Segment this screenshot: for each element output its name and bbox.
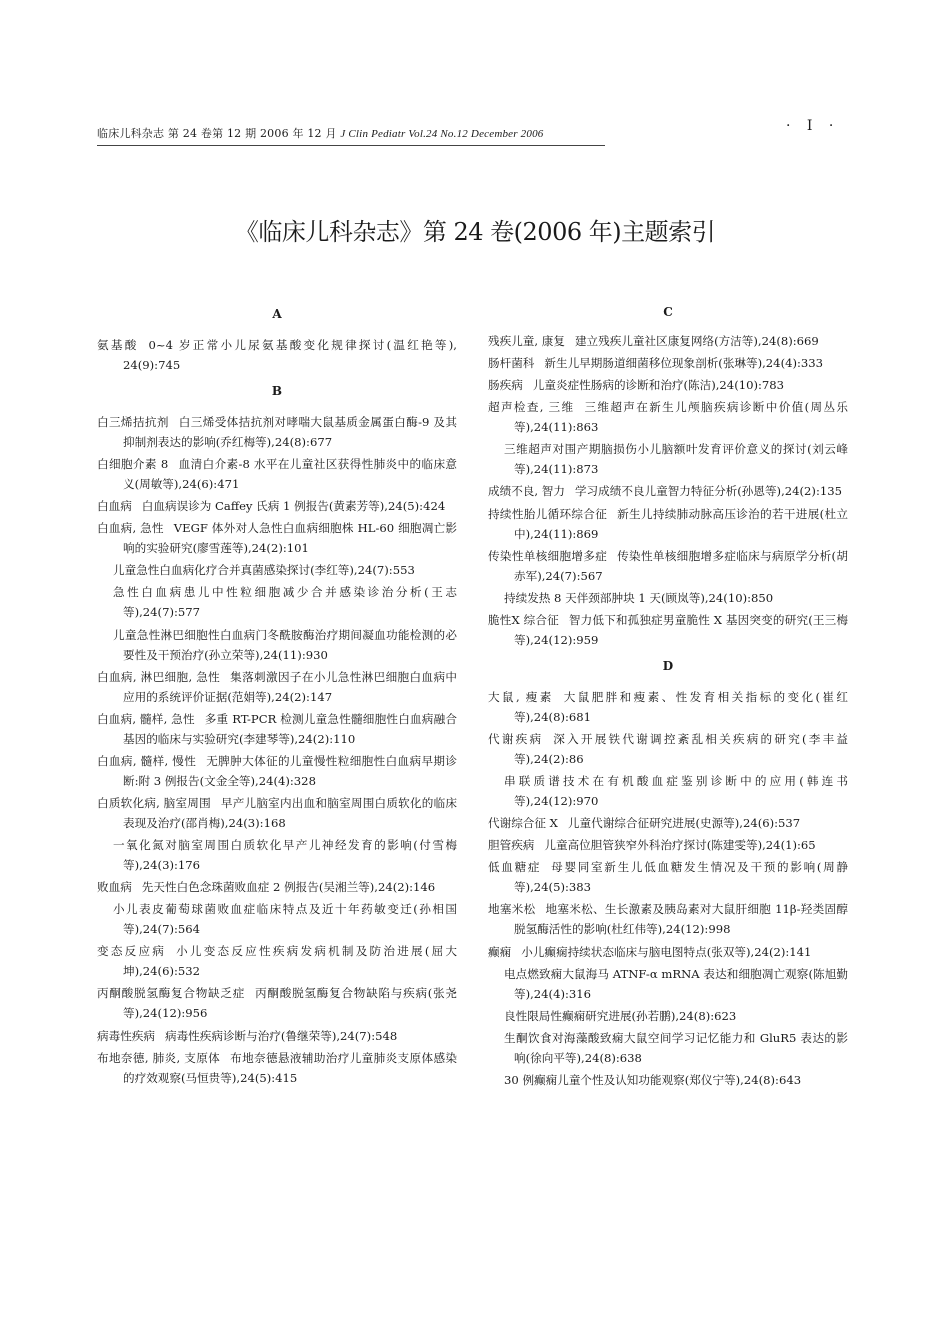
entry-text: 早产儿脑室内出血和脑室周围白质软化的临床表现及治疗(邵肖梅),24(3):168 — [123, 795, 457, 830]
entry-text: 生酮饮食对海藻酸致痫大鼠空间学习记忆能力和 GluR5 表达的影响(徐向平等),24(8):638 — [504, 1030, 848, 1065]
index-subentry — [488, 1070, 848, 1090]
entry-text: 急性白血病患儿中性粒细胞减少合并感染诊治分析(王志等),24(7):577 — [113, 585, 457, 620]
index-subentry — [488, 964, 848, 1004]
index-entry — [488, 687, 848, 727]
entry-text: 儿童代谢综合征研究进展(史源等),24(6):537 — [567, 816, 801, 831]
index-entry — [488, 729, 848, 769]
index-entry — [488, 835, 848, 855]
index-subentry — [97, 899, 457, 939]
index-entry — [97, 335, 457, 375]
index-entry — [488, 481, 848, 501]
page-title: 《临床儿科杂志》第 24 卷(2006 年)主题索引 — [234, 218, 716, 246]
entry-text: 建立残疾儿童社区康复网络(方洁等),24(8):669 — [574, 334, 819, 348]
entry-text: 一氧化氮对脑室周围白质软化早产儿神经发育的影响(付雪梅等),24(3):176 — [113, 838, 457, 873]
entry-text: 三维超声对围产期脑损伤小儿脑额叶发育评价意义的探讨(刘云峰等),24(11):873 — [504, 442, 848, 477]
index-entry — [97, 983, 457, 1023]
entry-keyword: 白血病 — [97, 499, 132, 514]
entry-text: 母婴同室新生儿低血糖发生情况及干预的影响(周静等),24(5):383 — [514, 860, 848, 895]
entry-keyword: 代谢疾病 — [488, 731, 544, 746]
index-entry — [97, 454, 457, 494]
index-entry — [488, 331, 848, 351]
index-entry — [97, 877, 457, 897]
entry-text: 血清白介素-8 水平在儿童社区获得性肺炎中的临床意义(周敏等),24(6):471 — [123, 457, 458, 492]
entry-text: 儿童高位胆管狭窄外科治疗探讨(陈建雯等),24(1):65 — [544, 838, 816, 853]
index-entry — [488, 375, 848, 395]
entry-keyword: 胆管疾病 — [488, 838, 535, 853]
entry-keyword: 代谢综合征 X — [488, 816, 558, 831]
entry-keyword: 白细胞介素 8 — [97, 457, 169, 472]
index-entry — [488, 857, 848, 897]
index-entry — [488, 397, 848, 437]
entry-keyword: 肠疾病 — [488, 378, 523, 393]
index-entry — [97, 667, 457, 707]
running-header-text — [97, 125, 543, 141]
entry-keyword: 氨基酸 — [97, 338, 139, 352]
running-header-cn: 临床儿科杂志 第 24 卷第 12 期 2006 年 12 月 — [97, 127, 337, 140]
section-letter: B — [271, 384, 283, 398]
entry-text: 地塞米松、生长激素及胰岛素对大鼠肝细胞 11β-羟类固醇脱氢酶活性的影响(杜红伟等),24(12):998 — [514, 902, 848, 937]
entry-keyword: 白血病, 髓样, 慢性 — [97, 753, 197, 768]
index-subentry — [488, 1028, 848, 1068]
entry-text: 持续发热 8 天伴颈部肿块 1 天(顾岚等),24(10):850 — [504, 590, 774, 605]
entry-keyword: 白质软化病, 脑室周围 — [97, 795, 211, 810]
running-header-en: J Clin Pediatr Vol.24 No.12 December 2006 — [340, 128, 544, 140]
entry-keyword: 白血病, 急性 — [97, 521, 164, 536]
index-subentry — [97, 835, 457, 875]
entry-keyword: 癫痫 — [488, 944, 512, 959]
entry-text: 智力低下和孤独症男童脆性 X 基因突变的研究(王三梅等),24(12):959 — [514, 612, 848, 647]
entry-keyword: 丙酮酸脱氢酶复合物缺乏症 — [97, 986, 246, 1001]
entry-text: 新生儿持续肺动脉高压诊治的若干进展(杜立中),24(11):869 — [514, 506, 848, 541]
index-entry — [488, 353, 848, 373]
entry-keyword: 白血病, 髓样, 急性 — [97, 711, 195, 726]
index-entry — [488, 504, 848, 544]
index-subentry — [488, 1006, 848, 1026]
entry-text: 小儿变态反应性疾病发病机制及防治进展(屈大坤),24(6):532 — [123, 944, 457, 979]
entry-keyword: 持续性胎儿循环综合征 — [488, 506, 608, 521]
index-entry — [97, 518, 457, 558]
index-entry — [97, 751, 457, 791]
entry-text: 串联质谱技术在有机酸血症鉴别诊断中的应用(韩连书等),24(12):970 — [504, 774, 848, 809]
index-entry — [97, 1026, 457, 1046]
entry-keyword: 肠杆菌科 — [488, 356, 535, 371]
index-entry — [97, 1048, 457, 1088]
entry-keyword: 白血病, 淋巴细胞, 急性 — [97, 669, 221, 684]
section-letter: D — [662, 658, 674, 673]
index-subentry — [488, 439, 848, 479]
entry-text: 丙酮酸脱氢酶复合物缺陷与疾病(张尧等),24(12):956 — [123, 986, 457, 1021]
entry-text: VEGF 体外对人急性白血病细胞株 HL-60 细胞凋亡影响的实验研究(廖雪莲等),24(2):101 — [123, 521, 457, 556]
entry-text: 病毒性疾病诊断与治疗(鲁继荣等),24(7):548 — [164, 1028, 398, 1043]
entry-keyword: 病毒性疾病 — [97, 1028, 155, 1043]
section-letter: A — [272, 307, 282, 321]
entry-keyword: 脆性X 综合征 — [488, 612, 559, 627]
index-entry — [488, 546, 848, 586]
index-subentry — [488, 588, 848, 608]
index-entry — [488, 610, 848, 650]
entry-keyword: 成绩不良, 智力 — [488, 484, 565, 499]
entry-text: 深入开展铁代谢调控紊乱相关疾病的研究(李丰益等),24(2):86 — [514, 731, 848, 766]
index-subentry — [97, 625, 457, 665]
left-column — [97, 300, 457, 1090]
entry-text: 30 例癫痫儿童个性及认知功能观察(郑仪宁等),24(8):643 — [504, 1072, 802, 1087]
section-letter: C — [663, 305, 673, 319]
index-entry — [97, 941, 457, 981]
entry-keyword: 败血病 — [97, 880, 132, 895]
entry-text: 三维超声在新生儿颅脑疾病诊断中价值(周丛乐等),24(11):863 — [514, 400, 848, 435]
entry-text: 新生儿早期肠道细菌移位现象剖析(张琳等),24(4):333 — [544, 356, 824, 371]
entry-text: 无脾肿大体征的儿童慢性粒细胞性白血病早期诊断:附 3 例报告(文金全等),24(4):328 — [123, 753, 457, 788]
entry-text: 小儿表皮葡萄球菌败血症临床特点及近十年药敏变迁(孙相国等),24(7):564 — [113, 902, 457, 937]
entry-keyword: 大鼠, 瘦素 — [488, 689, 554, 704]
entry-keyword: 传染性单核细胞增多症 — [488, 548, 608, 563]
index-subentry — [97, 582, 457, 622]
entry-text: 小儿癫痫持续状态临床与脑电图特点(张双等),24(2):141 — [521, 944, 812, 959]
index-subentry — [488, 771, 848, 811]
index-entry — [97, 412, 457, 452]
entry-keyword: 布地奈德, 肺炎, 支原体 — [97, 1050, 221, 1065]
page-number: · Ⅰ · — [786, 118, 840, 134]
entry-keyword: 低血糖症 — [488, 860, 542, 875]
index-entry — [97, 496, 457, 516]
entry-text: 多重 RT-PCR 检测儿童急性髓细胞性白血病融合基因的临床与实验研究(李建琴等),24(2):110 — [123, 711, 457, 746]
entry-text: 先天性白色念珠菌败血症 2 例报告(吴湘兰等),24(2):146 — [141, 880, 436, 895]
running-header — [97, 122, 605, 146]
entry-keyword: 超声检查, 三维 — [488, 400, 575, 415]
entry-keyword: 变态反应病 — [97, 944, 167, 959]
entry-text: 学习成绩不良儿童智力特征分析(孙恩等),24(2):135 — [574, 484, 842, 499]
entry-text: 大鼠肥胖和瘦素、性发育相关指标的变化(崔红等),24(8):681 — [514, 689, 848, 724]
entry-keyword: 白三烯拮抗剂 — [97, 415, 169, 429]
entry-text: 白三烯受体拮抗剂对哮喘大鼠基质金属蛋白酶-9 及其抑制剂表达的影响(乔红梅等),24(8):677 — [123, 415, 457, 449]
entry-text: 集落刺激因子在小儿急性淋巴细胞白血病中应用的系统评价证据(范娟等),24(2):147 — [123, 669, 457, 704]
right-column — [488, 300, 848, 1092]
entry-text: 良性限局性癫痫研究进展(孙若鹏),24(8):623 — [504, 1008, 737, 1023]
entry-text: 儿童炎症性肠病的诊断和治疗(陈洁),24(10):783 — [532, 378, 785, 393]
entry-keyword: 地塞米松 — [488, 902, 536, 917]
entry-text: 儿童急性白血病化疗合并真菌感染探讨(李红等),24(7):553 — [113, 563, 415, 578]
entry-text: 白血病误诊为 Caffey 氏病 1 例报告(黄素芳等),24(5):424 — [141, 499, 446, 514]
entry-text: 传染性单核细胞增多症临床与病原学分析(胡赤军),24(7):567 — [514, 548, 848, 583]
index-entry — [488, 813, 848, 833]
index-subentry — [97, 560, 457, 580]
index-entry — [488, 899, 848, 939]
entry-text: 儿童急性淋巴细胞性白血病门冬酰胺酶治疗期间凝血功能检测的必要性及干预治疗(孙立荣等),24(11):930 — [113, 627, 457, 662]
index-entry — [488, 942, 848, 962]
index-entry — [97, 793, 457, 833]
index-entry — [97, 709, 457, 749]
entry-text: 布地奈德悬液辅助治疗儿童肺炎支原体感染的疗效观察(马恒贵等),24(5):415 — [123, 1050, 457, 1085]
entry-text: 0~4 岁正常小儿尿氨基酸变化规律探讨(温红艳等), 24(9):745 — [123, 338, 457, 372]
entry-keyword: 残疾儿童, 康复 — [488, 334, 565, 348]
entry-text: 电点燃致痫大鼠海马 ATNF-α mRNA 表达和细胞凋亡观察(陈旭勤等),24(4):316 — [504, 966, 848, 1001]
